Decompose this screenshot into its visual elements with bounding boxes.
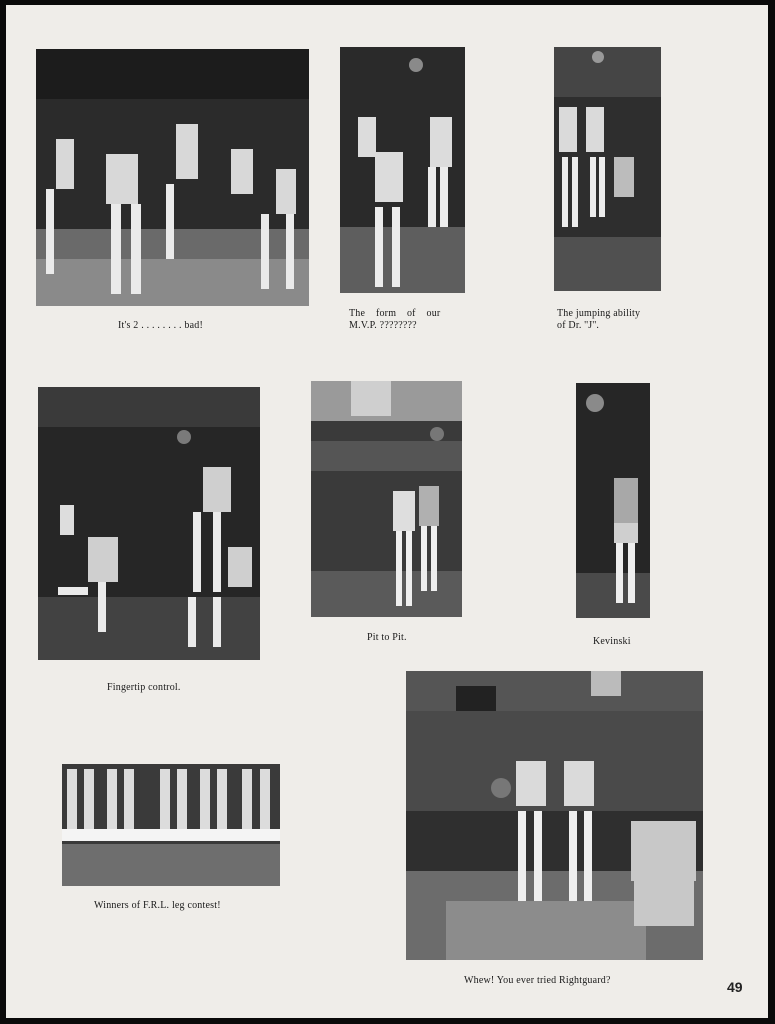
caption-photo-3-line2: of Dr. ''J''.	[557, 320, 600, 331]
photo-pit-to-pit	[311, 381, 462, 617]
photo-leg-contest	[62, 764, 280, 886]
caption-photo-8: Whew! You ever tried Rightguard?	[464, 975, 611, 986]
caption-photo-4: Fingertip control.	[107, 682, 181, 693]
photo-mvp-form	[340, 47, 465, 293]
caption-photo-2-line1: The form of our	[349, 308, 441, 319]
caption-photo-6: Kevinski	[593, 636, 631, 647]
yearbook-page	[6, 5, 768, 1018]
caption-photo-7: Winners of F.R.L. leg contest!	[94, 900, 221, 911]
photo-jumping-ability	[554, 47, 661, 291]
photo-kevinski	[576, 383, 650, 618]
caption-photo-3-line1: The jumping ability	[557, 308, 641, 319]
page-number: 49	[727, 979, 743, 995]
caption-photo-1: It's 2 . . . . . . . . bad!	[118, 320, 203, 331]
photo-fingertip-control	[38, 387, 260, 660]
caption-photo-2-line2: M.V.P. ????????	[349, 320, 417, 331]
photo-its-2-bad	[36, 49, 309, 306]
caption-photo-5: Pit to Pit.	[367, 632, 407, 643]
photo-rightguard	[406, 671, 703, 960]
